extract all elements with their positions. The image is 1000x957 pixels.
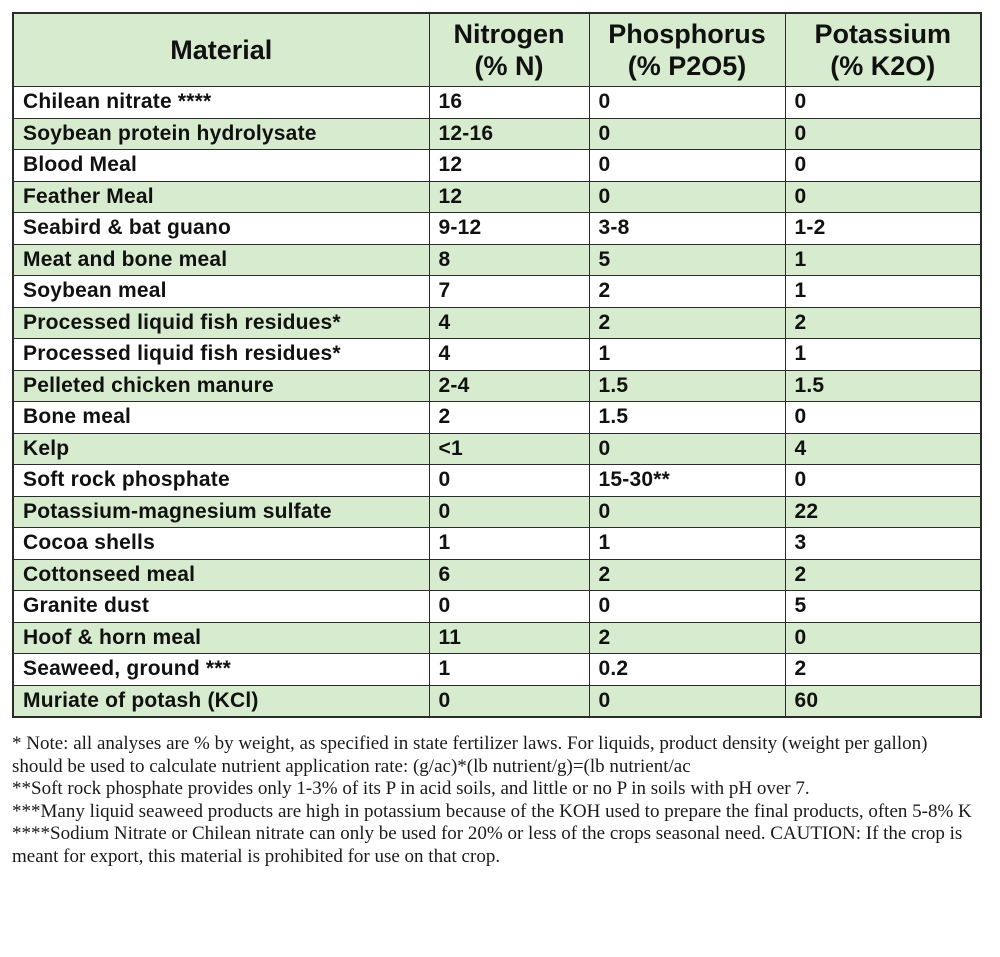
table-row [13,339,981,371]
potassium-cell: 1 [785,339,981,371]
material-cell: Feather Meal [13,181,429,213]
table-row [13,213,981,245]
material-cell: Cottonseed meal [13,559,429,591]
material-cell: Potassium-magnesium sulfate [13,496,429,528]
potassium-cell: 0 [785,87,981,119]
phosphorus-cell: 15-30** [589,465,785,497]
nitrogen-cell: 2 [429,402,589,434]
material-cell: Soybean protein hydrolysate [13,118,429,150]
nitrogen-cell: 16 [429,87,589,119]
nitrogen-cell: 12 [429,150,589,182]
material-cell: Meat and bone meal [13,244,429,276]
phosphorus-cell: 2 [589,307,785,339]
material-cell: Cocoa shells [13,528,429,560]
phosphorus-cell: 2 [589,276,785,308]
header-phosphorus-unit: (% P2O5) [627,51,747,81]
table-row [13,402,981,434]
phosphorus-cell: 1 [589,339,785,371]
header-phosphorus-title: Phosphorus [608,19,766,49]
nitrogen-cell: 0 [429,496,589,528]
material-cell: Granite dust [13,591,429,623]
phosphorus-cell: 1.5 [589,402,785,434]
material-cell: Seabird & bat guano [13,213,429,245]
nitrogen-cell: <1 [429,433,589,465]
phosphorus-cell: 1 [589,528,785,560]
header-potassium-unit: (% K2O) [830,51,936,81]
potassium-cell: 0 [785,181,981,213]
phosphorus-cell: 0 [589,685,785,717]
table-row [13,150,981,182]
potassium-cell: 2 [785,654,981,686]
nitrogen-cell: 0 [429,465,589,497]
material-cell: Seaweed, ground *** [13,654,429,686]
material-cell: Hoof & horn meal [13,622,429,654]
table-row [13,496,981,528]
table-row [13,465,981,497]
nitrogen-cell: 12 [429,181,589,213]
table-row [13,181,981,213]
table-row [13,528,981,560]
material-cell: Pelleted chicken manure [13,370,429,402]
header-nitrogen-title: Nitrogen [453,19,565,49]
phosphorus-cell: 0 [589,118,785,150]
table-row [13,685,981,717]
fertilizer-nutrient-table [12,12,982,718]
header-nitrogen-unit: (% N) [474,51,544,81]
table-row [13,654,981,686]
potassium-cell: 2 [785,307,981,339]
footnote: ***Many liquid seaweed products are high in potassium because of the KOH used to prepare the final products, often 5-8% K [12,800,972,822]
table-row [13,622,981,654]
footnote: ****Sodium Nitrate or Chilean nitrate can only be used for 20% or less of the crops seasonal need. CAUTION: If the crop is meant for export, this material is prohibited for use on that crop. [12,823,963,867]
table-row [13,433,981,465]
table-row [13,559,981,591]
nitrogen-cell: 1 [429,528,589,560]
nitrogen-cell: 0 [429,591,589,623]
table-header-row [13,13,981,87]
material-cell: Processed liquid fish residues* [13,307,429,339]
potassium-cell: 0 [785,465,981,497]
phosphorus-cell: 0 [589,496,785,528]
potassium-cell: 1-2 [785,213,981,245]
potassium-cell: 2 [785,559,981,591]
potassium-cell: 1 [785,244,981,276]
potassium-cell: 0 [785,402,981,434]
nitrogen-cell: 4 [429,339,589,371]
potassium-cell: 4 [785,433,981,465]
material-cell: Processed liquid fish residues* [13,339,429,371]
phosphorus-cell: 0 [589,150,785,182]
nitrogen-cell: 8 [429,244,589,276]
potassium-cell: 22 [785,496,981,528]
phosphorus-cell: 0 [589,87,785,119]
phosphorus-cell: 2 [589,559,785,591]
header-material-label: Material [170,35,273,65]
material-cell: Kelp [13,433,429,465]
nitrogen-cell: 4 [429,307,589,339]
phosphorus-cell: 3-8 [589,213,785,245]
potassium-cell: 0 [785,622,981,654]
phosphorus-cell: 0 [589,591,785,623]
material-cell: Blood Meal [13,150,429,182]
footnote: **Soft rock phosphate provides only 1-3% of its P in acid soils, and little or no P in soils with pH over 7. [12,778,810,799]
phosphorus-cell: 0 [589,433,785,465]
phosphorus-cell: 5 [589,244,785,276]
material-cell: Chilean nitrate **** [13,87,429,119]
table-body [13,87,981,718]
potassium-cell: 3 [785,528,981,560]
table-row [13,87,981,119]
nitrogen-cell: 0 [429,685,589,717]
header-nitrogen [429,13,589,87]
potassium-cell: 5 [785,591,981,623]
nitrogen-cell: 1 [429,654,589,686]
phosphorus-cell: 0 [589,181,785,213]
potassium-cell: 1.5 [785,370,981,402]
nitrogen-cell: 7 [429,276,589,308]
table-row [13,307,981,339]
nitrogen-cell: 11 [429,622,589,654]
header-material [13,13,429,87]
nitrogen-cell: 2-4 [429,370,589,402]
table-row [13,370,981,402]
header-phosphorus [589,13,785,87]
material-cell: Soft rock phosphate [13,465,429,497]
footnote: * Note: all analyses are % by weight, as specified in state fertilizer laws. For liquids, product density (weight per gallon) should be used to calculate nutrient application rate: (g/ac)*(lb nutrient/g)=(lb nutrient/ac [12,733,928,777]
header-potassium [785,13,981,87]
nitrogen-cell: 6 [429,559,589,591]
table-row [13,118,981,150]
potassium-cell: 0 [785,150,981,182]
nitrogen-cell: 12-16 [429,118,589,150]
material-cell: Soybean meal [13,276,429,308]
footnotes [12,733,980,868]
table-row [13,244,981,276]
potassium-cell: 60 [785,685,981,717]
phosphorus-cell: 2 [589,622,785,654]
material-cell: Muriate of potash (KCl) [13,685,429,717]
header-potassium-title: Potassium [814,19,952,49]
fertilizer-table-container [12,12,980,718]
table-row [13,276,981,308]
potassium-cell: 1 [785,276,981,308]
material-cell: Bone meal [13,402,429,434]
nitrogen-cell: 9-12 [429,213,589,245]
table-row [13,591,981,623]
potassium-cell: 0 [785,118,981,150]
phosphorus-cell: 0.2 [589,654,785,686]
phosphorus-cell: 1.5 [589,370,785,402]
